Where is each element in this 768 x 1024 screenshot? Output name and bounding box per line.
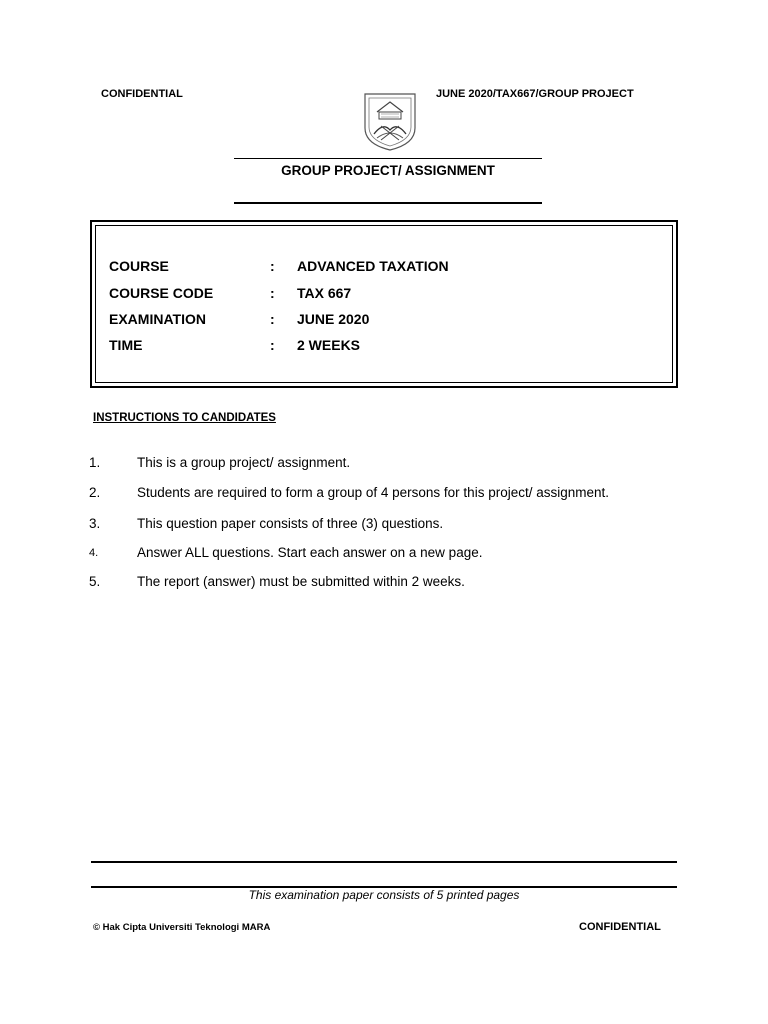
instruction-text: This question paper consists of three (3) questions. <box>137 516 444 531</box>
footer-top-rule <box>91 861 677 863</box>
detail-row-course <box>96 258 672 278</box>
page-count-note: This examination paper consists of 5 printed pages <box>248 888 520 902</box>
instructions-heading: INSTRUCTIONS TO CANDIDATES <box>93 412 276 424</box>
document-title: GROUP PROJECT/ ASSIGNMENT <box>281 163 495 178</box>
detail-label: EXAMINATION <box>109 311 206 327</box>
university-crest-logo <box>361 90 419 152</box>
instruction-number: 2. <box>89 485 101 500</box>
detail-row-course-code <box>96 285 672 305</box>
detail-label: COURSE CODE <box>109 285 214 301</box>
detail-value: TAX 667 <box>297 285 352 301</box>
detail-value: 2 WEEKS <box>297 337 361 353</box>
detail-separator: : <box>270 285 275 301</box>
detail-row-time <box>96 337 672 357</box>
footer-confidential: CONFIDENTIAL <box>579 921 661 933</box>
detail-separator: : <box>270 311 275 327</box>
instruction-text: This is a group project/ assignment. <box>137 455 351 470</box>
detail-separator: : <box>270 258 275 274</box>
instruction-text: The report (answer) must be submitted within 2 weeks. <box>137 574 465 589</box>
instruction-number: 5. <box>89 574 101 589</box>
detail-label: TIME <box>109 337 143 353</box>
header-confidential: CONFIDENTIAL <box>101 88 183 100</box>
instruction-number: 3. <box>89 516 101 531</box>
detail-value: ADVANCED TAXATION <box>297 258 449 274</box>
title-top-rule <box>234 158 542 159</box>
instruction-text: Students are required to form a group of 4 persons for this project/ assignment. <box>137 485 609 500</box>
detail-label: COURSE <box>109 258 169 274</box>
instruction-number: 1. <box>89 455 101 470</box>
header-reference: JUNE 2020/TAX667/GROUP PROJECT <box>436 88 634 100</box>
detail-row-examination <box>96 311 672 331</box>
detail-separator: : <box>270 337 275 353</box>
instruction-text: Answer ALL questions. Start each answer on a new page. <box>137 545 483 560</box>
detail-value: JUNE 2020 <box>297 311 370 327</box>
title-bottom-rule <box>234 202 542 204</box>
copyright-notice: © Hak Cipta Universiti Teknologi MARA <box>93 922 271 933</box>
instruction-number: 4. <box>89 547 99 559</box>
course-details-box <box>90 220 678 388</box>
